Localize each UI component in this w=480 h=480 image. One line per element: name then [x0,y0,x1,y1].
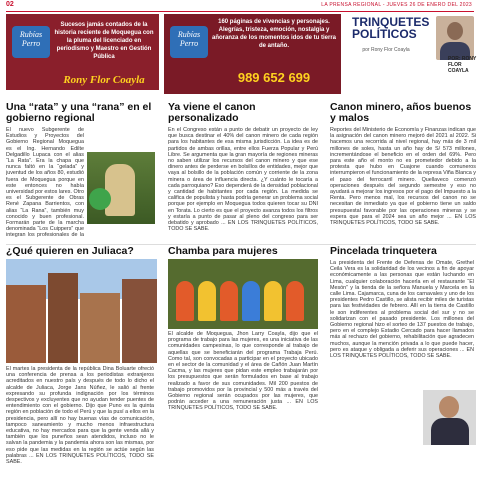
columnist-photo [436,16,474,60]
article-chamba-body [168,331,318,471]
article-body: El martes la presidenta de la república Dina Boluarte ofreció una conferencia de prensa a los periodistas extranjeros acreditados en nuestro país y después de todo lo dicho el alcalde de Juliaca, Jorge Jans Núñez, le salió al frente expresando su profunda indignación por los términos despectivos y excluyentes que no ayudan tender puentes de entendimiento con el gobierno. Dijo que Puno es la quinta región en población de todo el Perú y que la pusí a ellos en la presidencia, pero allí no hay buenas vías de comunicación, tampoco saneamiento y mucho menos infraestructura educativa, no hay mercados para que la gente venda allá y también que los puneños sean atendidos, incluso no le salvan la pandemia y la pandemia ahora son las mismas, por eso pide que las medidas en la región se actúe según las palabras ... EN LOS TRINQUETES POLÍTICOS, TODO SE SABE. [6,366,154,466]
article-body: El alcalde de Moquegua, Jhon Larry Coayla, dijo que el programa de trabajo para las mujeres, es una iniciativa de las comunidades campesinas, lo que corresponde al trabajo de aquellas que se beneficiarán del programa Trabaja Perú. Como tal, son convocadas a participar en el proyecto ubicado en el sector de la comunidad y el área de Cañón Juan Martín Cacma, y las mujeres que pidan este empleo trabajarán por los presupuestos que serán formulados en base al trabajo realizado a favor de sus comunidades. Mil 200 puestos de trabajo promovidos por la provincial y 500 más a través del Gobierno regional serán ocupados por las mujeres, que podrán acceder a una remuneración justa ... EN LOS TRINQUETES POLÍTICOS, TODO SE SABE. [168,331,318,412]
article-canon-minero [330,102,476,257]
ad-text: 160 páginas de vivencias y personajes. Alegrías, tristeza, emoción, nostalgia y añoranza de los momentos idos de tu tierra de antaño. [211,19,337,49]
article-headline: ¿Qué quieren en Juliaca? [6,245,134,257]
article-canon-personalizado [168,102,318,257]
article-chamba [168,246,318,257]
running-head: LA PRENSA REGIONAL - JUEVES 26 DE ENERO DEL 2023 [321,2,472,8]
article-headline: Canon minero, años buenos y malos [330,101,472,124]
ad-text: Sucesos jamás contados de la historia reciente de Moquegua con la pluma del licenciado en periodismo y Maestro en Gestión Pública [54,22,154,60]
article-headline: Chamba para mujeres [168,245,278,257]
ad-phone: 989 652 699 [237,70,311,85]
article-body: En el Congreso están a punto de debatir un proyecto de ley que busca destinar el 40% del canon minero de cada región para los habitantes de esa misma jurisdicción. La idea es de partidos de ambas orillas, entre ellos Fuerza Popular y Perú Libre. Se argumenta que la gran mayoría de regiones mineras no saben utilizar los recursos del canon minero y que ese dinero antes de perderse en bolsillos de entidades, mejor que vaya al bolsillo de la población común y corriente de la zona minera o área de influencia directa. ¿Y cuánto le tocaría a cada parroquiano? Eso dependerá de la densidad poblacional y cantidad de habitantes por cada región. La medida se califica de populista y hasta podría generar un problema social porque por ejemplo en Moquegua todos quieren tocar su DNI en Torata. Lo cierto es que el proyecto avanza todos los filtros y estaría a punto de pasar al pleno del congreso para ser debatido y aprobado ... EN LOS TRINQUETES POLÍTICOS, TODO SE SABE. [168,127,318,233]
rat-frog-photo [87,152,155,224]
book-logo: Rubías Perro [170,26,208,58]
column-caption: por Rony Flor Coayla [362,47,410,53]
ad-brand: Rony Flor Coayla [63,74,145,86]
article-body: La presidenta del Frente de Defensa de Omate, Grethel Ceila Vera es la solidaridad de los vecinos a fin de apoyar económicamente a las personas que están luchando en Lima, cualquier colaboración hacerla en el restaurante “El Mesón” y la tienda de la señora Manuela y Marcela en la calle Lima. Cajamarca, cuna de los carnavales y uno de los presidentes Pedro Castillo, se alista recibir miles de turistas para las festividades de febrero. Allí en la tierra de Castillo le son indiferentes al problema social del sur y no se solidarizan con el pasado presidente. Los millones del Gobierno regional hizo el sorteo de 137 puestos de trabajo, pero en el complejo Estadio Cercado para hacer llamados más al rechazo del gobierno, rehabilitación que agradecen muchos, aunque la mención privada a lo que puede hacer, pero es ataque y obligada a deferir sus operaciones ... EN LOS TRINQUETES POLÍTICOS, TODO SE SABE. [330,260,474,360]
article-body: Reportes del Ministerio de Economía y Finanzas indican que la asignación del canon minero mejoró del 2021 al 2022. Si hacemos una recorrida al nivel regional, hay más de 3 mil millones de soles, hasta un año hay de S/ 573 millones, incrementándose el beneficio en el orden del 69%. Pero para este año el monto no es prometedor debido a la protesta que hubo en Cuajone cuando comuneros interrumpieron el funcionamiento de la represa Viña Blanca y el paso del ferrocarril minero. Quellaveco comenzó operaciones después del segundo semestre y eso no ayudará a mejorar los ingresos por el pago del Impuesto a la Renta. Pero menos mal, los recursos del canon no se necesitan de inmediato ya que el gobierno tiene un saldo presupuestal favorable por las operaciones mineras y se espera que para el 2024 sea un año mejor ... EN LOS TRINQUETES POLÍTICOS, TODO SE SABE. [330,127,476,227]
article-body: El nuevo Subgerente de Estudios y Proyectos del Gobierno Regional Moquegua es el Ing. Hernando Edilte Delgadillo Lupaca con el alias “La Rata”. Era la chapa que nunca faltó en la “gelada” y juventud de los años 80, estudió fuera de Moquegua porque en este entonces no había universidad por estos lares. Otro es el Subgerente de Obras René Zapana Barrientos, con alias “La Rana”, también muy conocido y buen profesional. Formarán parte de la marcha denominada “Los Cuippers” que integran los profesionales de la [6,127,84,237]
page-number: 02 [6,1,14,8]
book-ad-left [6,14,159,90]
article-headline: Una “rata” y una “rana” en el gobierno regional [6,101,152,124]
columnist-name: POR: RONY FLOR COAYLA [448,56,477,74]
women-workers-photo [168,259,318,329]
header-rule [6,11,474,12]
column-masthead [352,14,476,98]
article-headline: Ya viene el canon personalizado [168,101,256,124]
article-headline: Pincelada trinquetera [330,245,437,257]
portrait-photo [423,390,476,445]
juliaca-photo [6,259,157,363]
column-title: TRINQUETES POLÍTICOS [352,15,430,41]
article-juliaca-body [6,366,154,476]
book-logo: Rubías Perro [12,26,50,58]
book-ad-middle [164,14,341,94]
article-juliaca [6,246,154,257]
page-header [0,0,480,12]
